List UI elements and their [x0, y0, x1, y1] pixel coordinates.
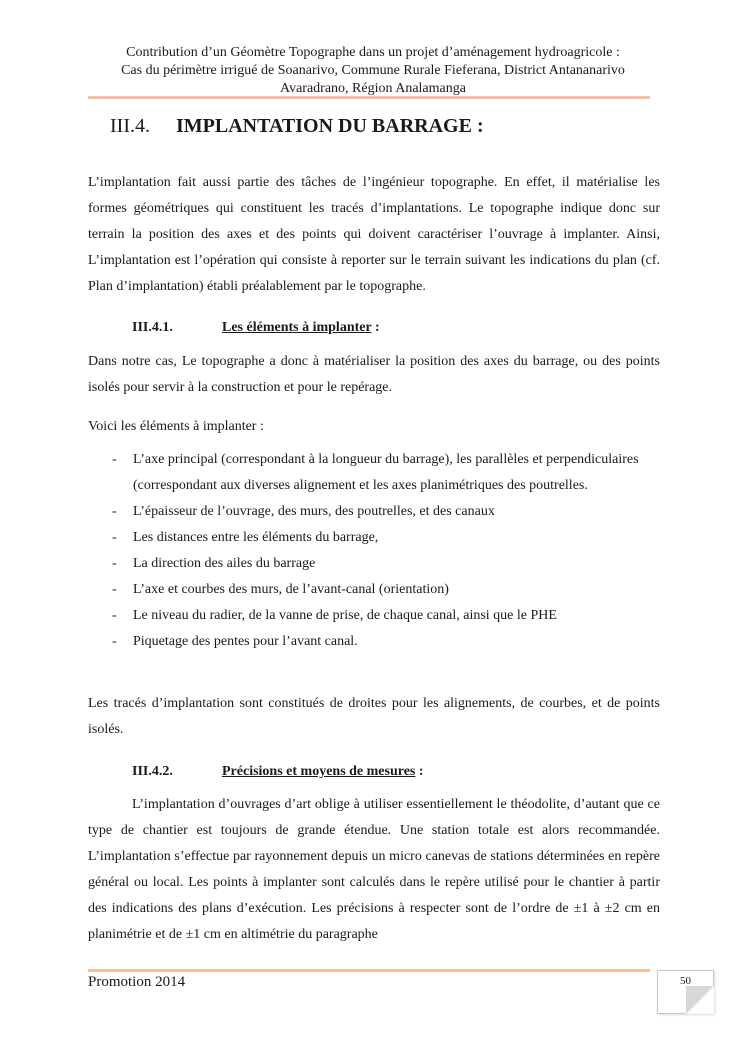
page-curl-icon	[686, 986, 714, 1014]
subsection-suffix-2: :	[415, 764, 424, 779]
list-marker: -	[112, 530, 117, 545]
list-item: - Le niveau du radier, de la vanne de prise, de chaque canal, ainsi que le PHE	[88, 603, 648, 629]
section-number: III.4.	[110, 115, 150, 137]
footer-rule	[88, 969, 650, 972]
footer-promotion: Promotion 2014	[88, 974, 186, 990]
list-marker: -	[112, 634, 117, 649]
elements-list	[88, 447, 648, 655]
list-item: - La direction des ailes du barrage	[88, 551, 648, 577]
list-marker: -	[112, 582, 117, 597]
list-marker: -	[112, 452, 117, 467]
subsection-title-1: Les éléments à implanter	[222, 320, 372, 335]
page-number: 50	[680, 975, 691, 987]
list-item: - L’axe et courbes des murs, de l’avant-canal (orientation)	[88, 577, 648, 603]
subsection-number-1: III.4.1.	[132, 320, 173, 335]
header-line-1: Contribution d’un Géomètre Topographe dans un projet d’aménagement hydroagricole :	[126, 45, 620, 60]
intro-paragraph: L’implantation fait aussi partie des tâches de l’ingénieur topographe. En effet, il matérialise les formes géométriques qui constituent les tracés d’implantations. Le topographe indique donc sur terrain la position des axes et des points qui doivent caractériser l’ouvrage à implanter. Ainsi, L’implantation est l’opération qui consiste à reporter sur le terrain suivant les indications du plan (cf. Plan d’implantation) établi préalablement par le topographe.	[88, 175, 660, 294]
list-marker: -	[112, 608, 117, 623]
header-rule	[88, 96, 650, 99]
running-header	[88, 44, 658, 98]
page-number-box	[657, 970, 714, 1014]
list-marker: -	[112, 556, 117, 571]
list-item: - L’axe principal (correspondant à la longueur du barrage), les parallèles et perpendiculaires (correspondant aux diverses alignement et les axes planimétriques des poutrelles.	[88, 447, 648, 499]
list-item: - Piquetage des pentes pour l’avant canal.	[88, 629, 648, 655]
paragraph-voici: Voici les éléments à implanter :	[88, 419, 264, 434]
paragraph-cas: Dans notre cas, Le topographe a donc à matérialiser la position des axes du barrage, ou des points isolés pour servir à la construction et pour le repérage.	[88, 354, 660, 395]
subsection-title-2: Précisions et moyens de mesures	[222, 764, 416, 779]
subsection-heading-1	[132, 320, 380, 336]
list-item: - Les distances entre les éléments du barrage,	[88, 525, 648, 551]
header-line-3: Avaradrano, Région Analamanga	[280, 81, 466, 96]
section-heading	[110, 115, 484, 138]
list-item: - L’épaisseur de l’ouvrage, des murs, des poutrelles, et des canaux	[88, 499, 648, 525]
subsection-number-2: III.4.2.	[132, 764, 173, 779]
paragraph-traces: Les tracés d’implantation sont constitués de droites pour les alignements, de courbes, et de points isolés.	[88, 696, 660, 737]
paragraph-precisions: L’implantation d’ouvrages d’art oblige à utiliser essentiellement le théodolite, d’autant que ce type de chantier est toujours de grande étendue. Une station totale est alors recommandée. L’implantation s’effectue par rayonnement depuis un micro canevas de stations déterminées en repère général ou local. Les points à implanter sont calculés dans le repère utilisé pour le chantier à partir des indications des plans d’exécution. Les précisions à respecter sont de l’ordre de ±1 à ±2 cm en planimétrie et de ±1 cm en altimétrie du paragraphe	[88, 797, 660, 942]
section-title: IMPLANTATION DU BARRAGE :	[176, 115, 484, 137]
list-marker: -	[112, 504, 117, 519]
subsection-suffix-1: :	[371, 320, 380, 335]
header-line-2: Cas du périmètre irrigué de Soanarivo, Commune Rurale Fieferana, District Antananarivo	[121, 63, 625, 78]
subsection-heading-2	[132, 764, 424, 780]
